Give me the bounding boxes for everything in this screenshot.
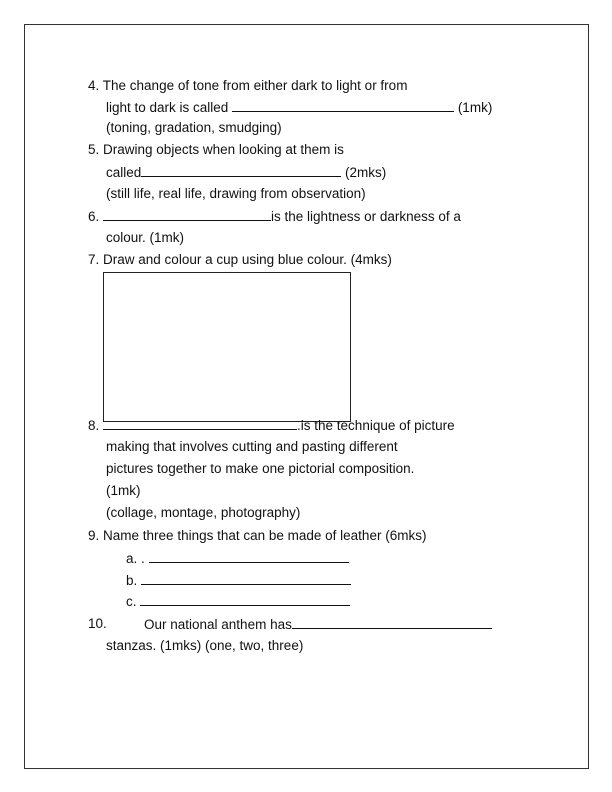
drawing-box[interactable] xyxy=(103,272,351,422)
answer-blank-8[interactable] xyxy=(103,417,297,430)
answer-blank-9b[interactable] xyxy=(141,572,351,585)
question-9a: a. . xyxy=(126,550,349,567)
question-4-line2: light to dark is called (1mk) xyxy=(106,100,493,115)
answer-blank-5[interactable] xyxy=(141,164,341,177)
question-10: Our national anthem has xyxy=(144,616,492,633)
question-4-options: (toning, gradation, smudging) xyxy=(106,120,282,135)
question-8-options: (collage, montage, photography) xyxy=(106,505,301,520)
question-5-line2: called (2mks) xyxy=(106,165,387,180)
question-4: 4. The change of tone from either dark to light or from xyxy=(88,78,408,93)
question-9: 9. Name three things that can be made of leather (6mks) xyxy=(88,528,427,543)
question-10-line2: stanzas. (1mks) (one, two, three) xyxy=(106,638,304,653)
answer-blank-6[interactable] xyxy=(103,208,271,221)
question-5: 5. Drawing objects when looking at them is xyxy=(88,142,344,157)
question-8-line2: making that involves cutting and pasting different xyxy=(106,439,398,454)
question-8: 8. .is the technique of picture xyxy=(88,418,455,433)
question-8-marks: (1mk) xyxy=(106,483,141,498)
answer-blank-10[interactable] xyxy=(292,616,492,629)
question-9c: c. xyxy=(126,593,350,610)
question-6: 6. is the lightness or darkness of a xyxy=(88,209,461,224)
question-10-number: 10. xyxy=(88,616,107,631)
question-7: 7. Draw and colour a cup using blue colour. (4mks) xyxy=(88,252,392,267)
question-8-line3: pictures together to make one pictorial composition. xyxy=(106,461,415,476)
question-9b: b. xyxy=(126,572,351,589)
answer-blank-9a[interactable] xyxy=(149,550,349,563)
answer-blank-4[interactable] xyxy=(232,99,454,112)
answer-blank-9c[interactable] xyxy=(140,593,350,606)
question-5-options: (still life, real life, drawing from observation) xyxy=(106,186,366,201)
question-6-line2: colour. (1mk) xyxy=(106,230,185,245)
